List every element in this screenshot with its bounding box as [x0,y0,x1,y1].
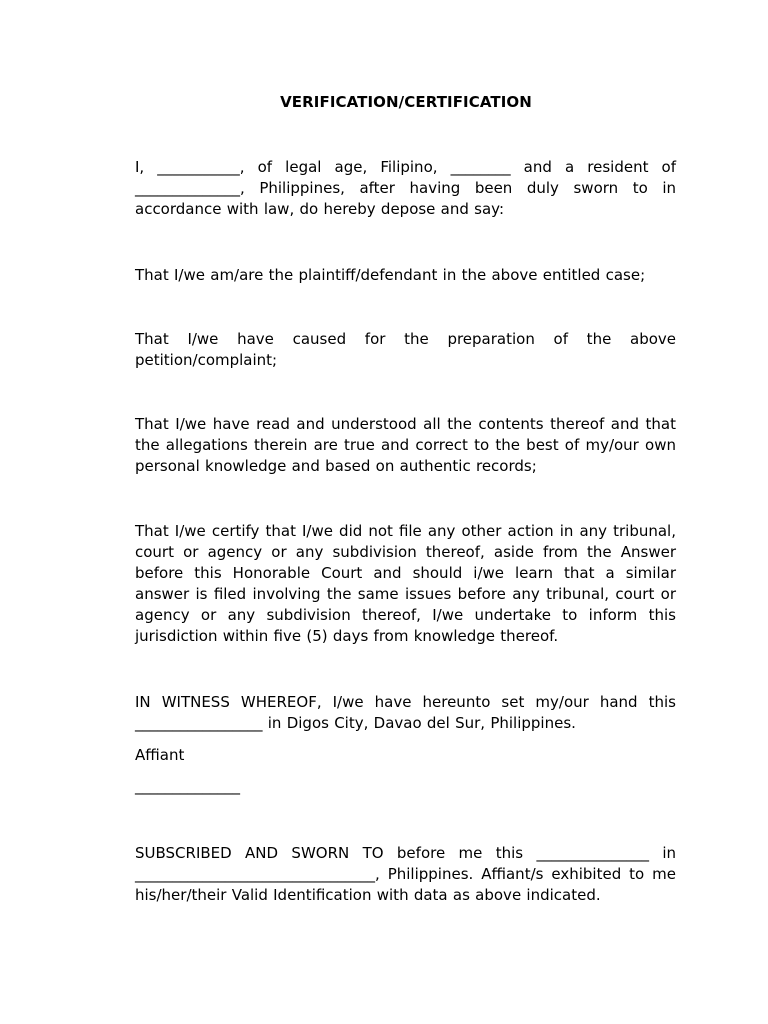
plaintiff-paragraph: That I/we am/are the plaintiff/defendant in the above entitled case; [135,266,646,284]
intro-paragraph: I, ___________, of legal age, Filipino, ________ and a resident of ______________, Philippines, after having been duly sworn to in accordance with law, do hereby depose and say: [135,158,676,218]
preparation-paragraph: That I/we have caused for the preparation of the above petition/complaint; [135,330,676,369]
affiant-signature-line: ______________ [135,777,240,795]
document-title: VERIFICATION/CERTIFICATION [280,93,532,111]
witness-paragraph: IN WITNESS WHEREOF, I/we have hereunto set my/our hand this _________________ in Digos City, Davao del Sur, Philippines. [135,693,676,732]
read-understood-paragraph: That I/we have read and understood all the contents thereof and that the allegations therein are true and correct to the best of my/our own personal knowledge and based on authentic records; [135,415,676,475]
affiant-label: Affiant [135,746,185,764]
certification-paragraph: That I/we certify that I/we did not file any other action in any tribunal, court or agency or any subdivision thereof, aside from the Answer before this Honorable Court and should i/we learn that a similar answer is filed involving the same issues before any tribunal, court or agency or any subdivision thereof, I/we undertake to inform this jurisdiction within five (5) days from knowledge thereof. [135,522,676,645]
subscribed-paragraph: SUBSCRIBED AND SWORN TO before me this _______________ in ________________________________, Philippines. Affiant/s exhibited to me his/her/their Valid Identification with data as above indicated. [135,844,676,904]
